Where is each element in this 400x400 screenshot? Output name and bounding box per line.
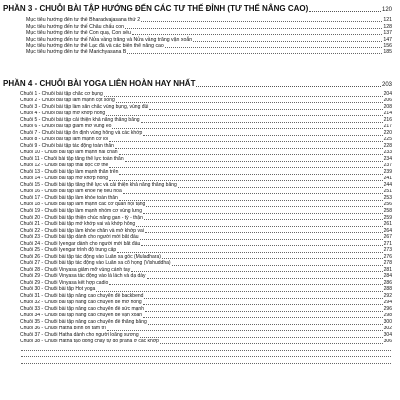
dot-leader [104,95,383,97]
entry-title: Chuỗi 4 - Chuỗi bài tập mở khớp hông [20,110,106,117]
entry-title: Chuỗi 23 - Chuỗi bài tập dành cho người mới bắt đầu [20,234,139,241]
entry-page: 251 [383,188,392,195]
dot-leader [143,303,383,305]
entry-title: Chuỗi 32 - Chuỗi bài tập nâng cao chuyên đề mở hông [20,299,142,306]
entry-title: Chuỗi 34 - Chuỗi bài tập nâng cao chuyên đề vặn xoắn [20,312,143,319]
part4-heading [3,79,392,88]
entry-page: 302 [383,325,392,332]
entry-page: 121 [383,17,392,24]
dot-leader [116,101,383,103]
entry-title: Chuỗi 6 - Chuỗi bài tập giảm mỡ vùng eo [20,123,112,130]
entry-title: Chuỗi 15 - Chuỗi bài tập tăng thể lực và cải thiện khả năng thăng bằng [20,182,177,188]
entry-page: 271 [383,240,392,247]
entry-title: Mục tiêu hướng đến tư thế Bharadvajasana thứ 2 [26,17,141,24]
dot-leader [309,10,381,12]
dot-leader [96,290,382,292]
entry-title: Chuỗi 9 - Chuỗi bài tập tác động toàn thân [20,143,114,149]
entry-page: 156 [383,42,392,49]
entry-page: 234 [383,156,392,162]
dot-leader [193,40,382,42]
dot-leader [143,316,383,318]
dot-leader [178,186,383,188]
part4-page: 203 [381,82,392,88]
dot-leader [141,244,382,246]
dot-leader [148,323,383,325]
entry-page: 217 [383,123,392,130]
entry-page: 244 [383,182,392,188]
dot-leader [144,297,382,299]
part3-heading [3,4,392,13]
part3-title: PHẦN 3 - CHUỖI BÀI TẬP HƯỚNG ĐẾN CÁC TƯ THẾ ĐỈNH (TƯ THẾ NÂNG CAO) [3,4,309,13]
entry-title: Chuỗi 25 - Chuỗi Iyengar trình độ trung cấp [20,247,117,254]
entry-title: Chuỗi 29 - Chuỗi Vinyasa tác động vào lá lách và dạ dày [20,273,146,280]
dot-leader [149,108,382,110]
entry-page: 216 [383,117,392,123]
entry-page: 292 [383,292,392,299]
entry-title: Chuỗi 8 - Chuỗi bài tập làm mạnh cơ lõi [20,136,109,143]
entry-page: 284 [383,273,392,280]
dot-leader [123,192,383,194]
dot-leader [131,270,382,272]
dot-leader [160,342,383,344]
part3-page: 120 [381,7,392,13]
entry-title: Chuỗi 30 - Chuỗi bài tập Hot yoga [20,286,96,293]
entry-title: Chuỗi 35 - Chuỗi bài tập nâng cao chuyên đề thăng bằng [20,319,147,325]
entry-title: Chuỗi 33 - Chuỗi bài tập nâng cao chuyên đề sức mạnh [20,306,144,312]
entry-page: 276 [383,253,392,260]
entry-page: 204 [383,91,392,97]
entry-title: Chuỗi 38 - Chuỗi Hatha tạo dòng chảy tự do prana ở các khớp [20,338,159,345]
entry-page: 304 [383,332,392,338]
entry-page: 147 [383,36,392,43]
dot-leader [119,199,383,201]
toc-entry[interactable] [20,358,392,365]
entry-page: 258 [383,208,392,214]
dot-leader [165,46,383,48]
entry-page: 137 [383,30,392,37]
entry-page: 278 [383,260,392,267]
entry-page: 267 [383,234,392,241]
entry-title: Chuỗi 26 - Chuỗi bài tập tác động vào Luân xa gốc (Muladhara) [20,253,161,260]
entry-title: Mục tiêu hướng đến tư thế Nửa vầng trăng và Nửa vầng trăng vặn xoắn [26,36,193,43]
entry-title: Chuỗi 14 - Chuỗi bài tập mở khớp hông [20,175,108,182]
entry-page: 306 [383,338,392,345]
dot-leader [115,147,383,149]
entry-page: 241 [383,175,392,182]
entry-title: Chuỗi 5 - Chuỗi bài tập cải thiện khả năng thăng bằng [20,117,140,123]
entry-title: Chuỗi 10 - Chuỗi bài tập làm mạnh hai chân [20,149,118,156]
entry-page: 259 [383,214,392,221]
entry-title: Chuỗi 31 - Chuỗi bài tập nâng cao chuyên đề backbend [20,292,144,299]
dot-leader [141,20,382,22]
part4-entry-list [20,91,392,365]
entry-page: 261 [383,221,392,228]
dot-leader [132,33,382,35]
dot-leader [119,173,382,175]
dot-leader [21,349,391,351]
dot-leader [144,218,383,220]
dot-leader [162,257,383,259]
entry-page: 220 [383,130,392,136]
entry-title: Chuỗi 17 - Chuỗi bài tập làm khỏe toàn thân [20,195,118,201]
entry-page: 128 [383,23,392,30]
dot-leader [143,134,382,136]
entry-page: 208 [383,104,392,110]
dot-leader [117,251,382,253]
dot-leader [107,329,383,331]
entry-page: 225 [383,136,392,143]
entry-page: 237 [383,162,392,169]
dot-leader [141,121,383,123]
entry-title: Chuỗi 24 - Chuỗi Iyengar dành cho người mới bắt đầu [20,240,141,247]
dot-leader [109,179,383,181]
dot-leader [125,27,382,29]
dot-leader [172,264,383,266]
entry-title: Chuỗi 36 - Chuỗi Hatha bình ổn tâm trí [20,325,106,332]
entry-page: 298 [383,312,392,319]
dot-leader [140,238,383,240]
entry-page: 300 [383,319,392,325]
dot-leader [21,355,391,357]
entry-title: Chuỗi 19 - Chuỗi bài tập làm mạnh nhóm cơ vùng lưng [20,208,142,214]
entry-title: Chuỗi 21 - Chuỗi bài tập mở khớp vai và khớp hông [20,221,136,228]
dot-leader [143,212,383,214]
entry-page: 264 [383,227,392,234]
entry-title: Chuỗi 1 - Chuỗi bài tập chắc cơ bụng [20,91,103,97]
part4-title: PHẦN 4 - CHUỖI BÀI YOGA LIÊN HOÀN HAY NHẤT [3,79,196,88]
toc-entry[interactable] [26,49,392,55]
entry-page: 228 [383,143,392,149]
entry-title: Chuỗi 18 - Chuỗi bài tập làm mạnh các cơ quan nội tạng [20,201,146,208]
dot-leader [140,336,383,338]
dot-leader [196,85,381,87]
entry-title: Chuỗi 22 - Chuỗi bài tập làm khỏe chân và mở khớp vai [20,227,144,234]
entry-title: Chuỗi 29 - Chuỗi Vinyasa kết hợp cadio [20,279,109,286]
entry-title: Chuỗi 13 - Chuỗi bài tập làm mạnh thân trên [20,169,119,175]
entry-title: Chuỗi 7 - Chuỗi bài tập ổn định vùng hông và các khớp [20,130,143,136]
entry-title: Chuỗi 28 - Chuỗi Vinyasa giảm mỡ vùng cánh tay [20,266,131,273]
dot-leader [145,231,383,233]
entry-page: 239 [383,169,392,175]
dot-leader [109,283,382,285]
entry-title: Chuỗi 3 - Chuỗi bài tập làm săn chắc vùng bụng, vùng đùi [20,104,149,110]
dot-leader [109,166,382,168]
entry-title: Mục tiêu hướng đến tư thế Châu chấu con [26,23,125,30]
dot-leader [136,225,382,227]
dot-leader [127,52,382,54]
entry-title: Chuỗi 11 - Chuỗi bài tập tăng thể lực toàn thân [20,156,124,162]
entry-page: 253 [383,195,392,201]
dot-leader [119,153,383,155]
entry-page: 214 [383,110,392,117]
entry-page: 233 [383,149,392,156]
entry-page: 296 [383,306,392,312]
dot-leader [21,362,391,364]
dot-leader [147,277,383,279]
entry-title: Mục tiêu hướng đến tư thế Marichyasana B [26,49,127,56]
entry-page: 286 [383,279,392,286]
entry-page: 206 [383,97,392,104]
dot-leader [146,205,382,207]
part3-entry-list [26,17,392,55]
dot-leader [145,310,383,312]
entry-page: 273 [383,247,392,254]
dot-leader [109,140,383,142]
entry-page: 281 [383,266,392,273]
entry-page: 294 [383,299,392,306]
entry-page: 256 [383,201,392,208]
entry-title: Chuỗi 2 - Chuỗi bài tập làm mạnh cột sống [20,97,115,104]
entry-title: Mục tiêu hướng đến tư thế Lạc đà và các biến thể nâng cao [26,42,164,49]
entry-title: Chuỗi 37 - Chuỗi Hatha dành cho người loãng xương [20,332,139,338]
entry-title: Chuỗi 27 - Chuỗi bài tập tác động vào Luân xa cổ họng (Vishuddha) [20,260,171,267]
entry-page: 185 [383,49,392,56]
entry-title: Mục tiêu hướng đến tư thế Con quạ, Con sếu [26,30,131,37]
entry-title: Chuỗi 20 - Chuỗi bài tập thiện chúc năng gan - tỳ - thận [20,214,143,221]
dot-leader [125,160,383,162]
entry-title: Chuỗi 16 - Chuỗi bài tập làm khỏe hệ tiêu hóa [20,188,122,195]
entry-title: Chuỗi 12 - Chuỗi bài tập thải độc cơ thể [20,162,109,169]
dot-leader [112,127,382,129]
dot-leader [106,114,382,116]
entry-page: 288 [383,286,392,293]
